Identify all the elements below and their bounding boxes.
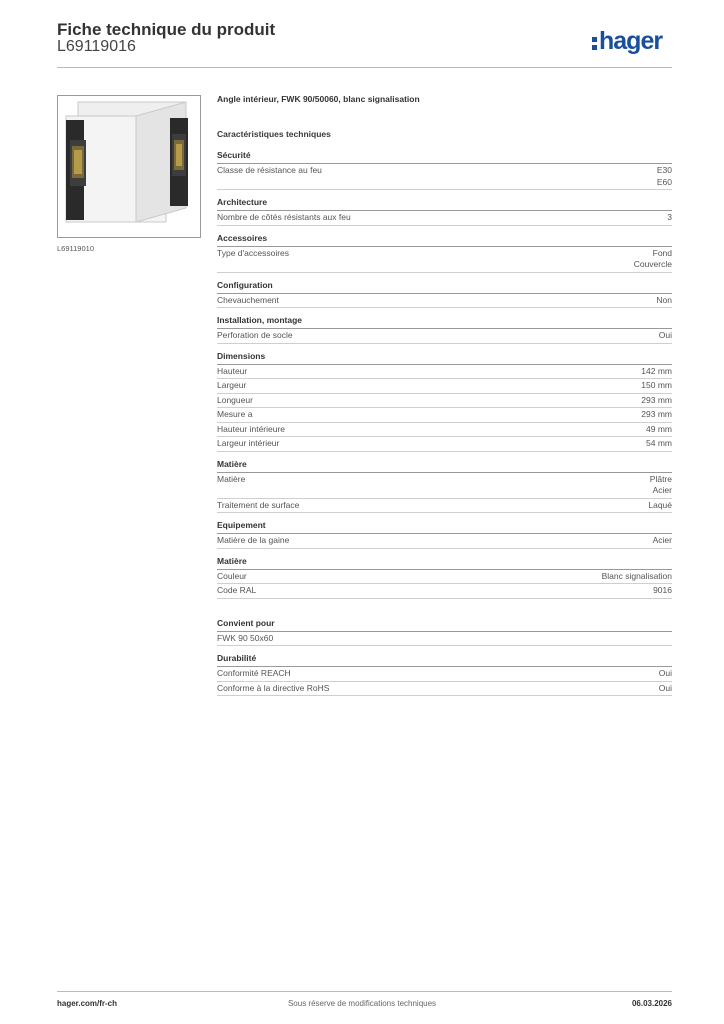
- spec-row: [217, 499, 672, 514]
- spec-row: [217, 667, 672, 682]
- spec-value-line: 142 mm: [641, 365, 672, 376]
- spec-label: Traitement de surface: [217, 499, 300, 510]
- page-title: Fiche technique du produit: [57, 20, 276, 39]
- spec-label: Largeur intérieur: [217, 438, 280, 448]
- spec-group: [217, 458, 672, 514]
- spec-value-line: 9016: [653, 585, 672, 595]
- logo-text: hager: [599, 27, 663, 55]
- product-image: [57, 95, 201, 238]
- spec-group-title: Dimensions: [217, 350, 672, 365]
- spec-row: [217, 394, 672, 409]
- spec-group: [217, 149, 672, 190]
- corner-duct-illustration-icon: [58, 96, 200, 237]
- spec-label: Mesure a: [217, 409, 253, 419]
- spec-row: [217, 329, 672, 344]
- spec-value-line: 293 mm: [641, 394, 672, 405]
- spec-value: [657, 165, 672, 188]
- spec-row: [217, 473, 672, 499]
- spec-label: Code RAL: [217, 585, 257, 595]
- spec-row: [217, 294, 672, 309]
- spec-value-line: Laqué: [648, 499, 672, 510]
- spec-label: Nombre de côtés résistants aux feu: [217, 212, 351, 222]
- spec-group-title: Installation, montage: [217, 314, 672, 329]
- spec-value: [641, 366, 672, 378]
- spec-label: Hauteur: [217, 365, 248, 376]
- spec-row: [217, 570, 672, 585]
- footer-divider: [57, 991, 672, 992]
- spec-value: [653, 535, 672, 547]
- hager-logo: [592, 27, 662, 56]
- spec-group-title: Matière: [217, 555, 672, 570]
- spec-label: Type d'accessoires: [217, 247, 290, 258]
- spec-group: [217, 232, 672, 273]
- spec-value: [659, 330, 672, 342]
- spec-label: Longueur: [217, 394, 253, 405]
- spec-label: FWK 90 50x60: [217, 632, 274, 643]
- spec-label: Matière: [217, 473, 246, 484]
- spec-value-line: 293 mm: [641, 409, 672, 419]
- spec-groups: [217, 149, 672, 696]
- logo-dots-icon: [592, 34, 597, 51]
- spec-value-line: 150 mm: [641, 380, 672, 390]
- spec-value-line: Blanc signalisation: [601, 570, 672, 581]
- spec-value: [641, 409, 672, 421]
- spec-value-line: Acier: [652, 535, 672, 545]
- spec-label: Couleur: [217, 570, 247, 581]
- spec-label: Classe de résistance au feu: [217, 165, 322, 175]
- image-caption: L69119010: [57, 244, 94, 253]
- spec-value: [656, 295, 672, 307]
- characteristics-heading: Caractéristiques techniques: [217, 129, 331, 139]
- product-title: Angle intérieur, FWK 90/50060, blanc signalisation: [217, 94, 420, 104]
- spec-row: [217, 365, 672, 380]
- spec-row: [217, 584, 672, 599]
- spec-row: [217, 379, 672, 394]
- spec-group-title: Durabilité: [217, 652, 672, 667]
- spec-row: [217, 211, 672, 226]
- spec-value: [659, 668, 672, 680]
- spec-label: Conformité REACH: [217, 668, 291, 678]
- spec-value: [634, 248, 672, 271]
- spec-value: [646, 424, 672, 436]
- product-reference: L69119016: [57, 38, 136, 55]
- spec-group: [217, 196, 672, 226]
- spec-group: [217, 519, 672, 549]
- spec-row: [217, 682, 672, 697]
- spec-group: [217, 555, 672, 599]
- spec-value-line: Acier: [652, 485, 672, 495]
- spec-value: [641, 380, 672, 392]
- spec-value-line: E60: [656, 176, 672, 187]
- spec-value-line: E30: [656, 165, 672, 175]
- spec-row: [217, 632, 672, 647]
- spec-label: Hauteur intérieure: [217, 423, 286, 434]
- spec-value-line: Oui: [658, 668, 672, 678]
- spec-group: [217, 617, 672, 647]
- spec-row: [217, 247, 672, 273]
- spec-value: [667, 212, 672, 224]
- spec-group: [217, 350, 672, 452]
- spec-value-line: 3: [667, 212, 672, 222]
- spec-value-line: Oui: [658, 682, 672, 693]
- spec-value-line: Oui: [658, 330, 672, 340]
- spec-label: Perforation de socle: [217, 330, 293, 340]
- spec-value-line: Non: [656, 294, 672, 305]
- spec-group-title: Equipement: [217, 519, 672, 534]
- spec-group: [217, 279, 672, 309]
- spec-group-title: Sécurité: [217, 149, 672, 164]
- spec-value-line: Couvercle: [633, 259, 672, 269]
- spec-value: [648, 500, 672, 512]
- spec-label: Chevauchement: [217, 294, 279, 305]
- spec-value: [641, 395, 672, 407]
- spec-row: [217, 437, 672, 452]
- section-gap: [217, 599, 672, 611]
- spec-value-line: Fond: [652, 247, 672, 258]
- spec-content: [217, 94, 672, 696]
- spec-group: [217, 314, 672, 344]
- spec-value-line: Plâtre: [649, 473, 672, 484]
- header-divider: [57, 67, 672, 68]
- spec-row: [217, 534, 672, 549]
- spec-value-line: 54 mm: [646, 438, 672, 448]
- spec-group-title: Architecture: [217, 196, 672, 211]
- spec-group-title: Matière: [217, 458, 672, 473]
- spec-group-title: Accessoires: [217, 232, 672, 247]
- footer-website-link[interactable]: hager.com/fr-ch: [57, 999, 118, 1008]
- spec-row: [217, 164, 672, 190]
- spec-value-line: 49 mm: [646, 423, 672, 434]
- spec-value: [646, 438, 672, 450]
- spec-value: [602, 571, 672, 583]
- spec-label: Conforme à la directive RoHS: [217, 682, 330, 693]
- spec-row: [217, 423, 672, 438]
- spec-label: Largeur: [217, 380, 247, 390]
- spec-group: [217, 652, 672, 696]
- spec-value: [659, 683, 672, 695]
- footer-disclaimer: Sous réserve de modifications techniques: [287, 999, 437, 1008]
- spec-value: [650, 474, 672, 497]
- footer-date: 06.03.2026: [631, 999, 672, 1008]
- spec-value: [653, 585, 672, 597]
- spec-label: Matière de la gaine: [217, 535, 290, 545]
- spec-row: [217, 408, 672, 423]
- spec-group-title: Convient pour: [217, 617, 672, 632]
- spec-group-title: Configuration: [217, 279, 672, 294]
